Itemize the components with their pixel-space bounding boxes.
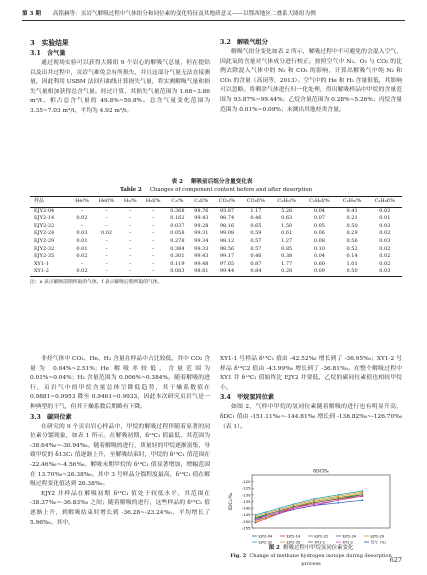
data-point	[362, 495, 364, 497]
table-cell: 0.02	[379, 253, 391, 260]
table-cell: 0.02	[100, 230, 113, 237]
table-header-cell: C₁/%	[165, 197, 189, 208]
table-cell: –	[80, 260, 84, 267]
y-tick-label: -125	[241, 485, 251, 491]
y-tick-label: -135	[241, 498, 251, 504]
table-cell: –	[151, 237, 155, 244]
data-point	[313, 503, 315, 505]
legend-label: EJY2-32	[258, 540, 273, 545]
table-header-cell: CO₂/%	[213, 197, 240, 208]
table-cell: 0.02	[76, 253, 88, 260]
section-title: 3 实验结果	[30, 39, 69, 47]
components-table	[30, 196, 402, 277]
data-point	[313, 498, 315, 500]
figure-caption	[220, 544, 402, 568]
table-caption-cn	[30, 178, 402, 186]
table-cell: –	[151, 260, 155, 267]
table-cell: –	[93, 268, 119, 276]
table-header-cell: C₃H₈/%	[337, 197, 368, 208]
table-cell: 1.77	[281, 260, 293, 267]
table-cell: –	[151, 222, 155, 229]
table-cell: 98.74	[219, 215, 235, 222]
table-cell: 99.43	[194, 215, 209, 222]
table-cell: 0.56	[346, 237, 358, 244]
table-header-row	[30, 197, 402, 208]
table-cell: 0.03	[368, 268, 402, 276]
table-cell: 0.03	[379, 222, 391, 229]
table-cell: 0.09	[302, 268, 336, 276]
paragraph-carbon-isotope-2: EJY2 井样品在解吸初期 δ¹³C₁ 值处于较低水平，其范围在 -38.37‰~-36.83‰ 之间；随着解吸的进行，这些样品的 δ¹³C₁ 值逐渐上升，到解吸结束时增长到 -36.28~-23.24‰，平均增长了 5.96‰。其中，	[30, 490, 210, 526]
table-header-cell: Hef/%	[93, 197, 119, 208]
table-cell: 0.01	[76, 245, 88, 252]
table-cell: 0.162	[170, 215, 185, 222]
data-point	[279, 507, 281, 509]
table-cell: 0.06	[313, 230, 325, 237]
table-cell: EJY2-14	[34, 215, 55, 222]
table-header-cell: C₂H₆f/%	[302, 197, 336, 208]
table-cell: 0.02	[379, 230, 391, 237]
table-cell: 0.60	[313, 260, 325, 267]
table-cell: 99.17	[219, 253, 235, 260]
table-title-en: Changes of component content before and after desorption	[149, 187, 313, 193]
paragraph-nonhydrocarbon: 非烃气体中 CO₂、He、H₂ 含量在样品中占比较低，其中 CO₂ 含量为 0.04%~2.51%；He 解吸率较低，含量范围为 0.01%~0.04%；H₂ 含量范围为 0.006%~0.384%。随着解吸的进行，页岩气中的甲烷含量总体呈降低趋势，其干燥系数值在 0.9881~0.9953 降至 0.9461~0.9933，因此本次研究页岩气是一种典型的干气，但其干燥系数后期略有下降。	[30, 356, 210, 410]
table-cell: –	[128, 230, 132, 237]
table-row	[30, 268, 402, 276]
left-column-bottom	[30, 355, 210, 528]
table-cell: 99.48	[194, 260, 209, 267]
table-cell: –	[151, 207, 155, 214]
table-cell: –	[80, 207, 84, 214]
table-row	[30, 246, 402, 254]
table-cell: –	[128, 215, 132, 222]
paragraph-xy1-isotope: XY1-1 号样品 δ¹³C₁ 值由 -42.52‰ 增长到了 -36.95‰；XY1-2 号样品 δ¹³C2 值由 -43.99‰ 增长到了 -36.81‰。在整个解吸过程中 XY1 井 δ¹³C₁ 值始终比 EJY2 井要低，乙烷的碳同位素值也相较甲烷小。	[220, 356, 402, 391]
table-cell: –	[105, 237, 108, 244]
table-cell: 0.38	[281, 253, 293, 260]
table-cell: –	[105, 245, 108, 252]
table-cell: 0.46	[250, 215, 262, 222]
data-point	[255, 519, 257, 521]
table-cell: 99.33	[194, 245, 209, 252]
table-header-cell: C₂H₆/%	[271, 197, 302, 208]
table-cell: –	[151, 245, 155, 252]
table-cell: 0.07	[313, 215, 325, 222]
legend-label: EJY2-24	[342, 534, 357, 539]
table-header-cell: H₂f/%	[141, 197, 165, 208]
subsection-title-gas-content: 3.1 含气量	[30, 50, 66, 57]
table-cell: 1.50	[281, 222, 293, 229]
table-row	[30, 238, 402, 246]
paragraph-hydrogen-isotope: 如图 2，气样中甲烷的氢同位素随着解吸的进行也有明显升高，δDC₁ 值由 -151.11‰~-144.81‰ 增长到 -138.82‰~-126.70‰（表 1）。	[220, 404, 402, 430]
left-column-top	[30, 38, 210, 117]
table-cell: 0.037	[170, 222, 185, 229]
table-cell: 0.10	[313, 245, 325, 252]
table-header-cell: 样品	[30, 197, 70, 208]
table-cell: EJY2-24	[34, 230, 55, 237]
table-cell: 1.01	[346, 260, 358, 267]
table-cell: 98.12	[219, 237, 235, 244]
table-cell: 0.87	[250, 260, 262, 267]
table-cell: –	[105, 260, 108, 267]
y-tick-label: -145	[241, 512, 251, 518]
data-point	[337, 502, 339, 504]
table-cell: 99.08	[219, 230, 235, 237]
table-header-cell: C₃H₈f/%	[368, 197, 402, 208]
table-cell: 5.26	[281, 207, 293, 214]
table-cell: 0.02	[76, 215, 88, 222]
data-point	[337, 499, 339, 501]
table-cell: 0.119	[170, 260, 185, 267]
table-cell: 0.083	[165, 268, 189, 276]
table-2	[30, 178, 402, 287]
table-cell: 93.87	[219, 207, 235, 214]
table-cell: 0.301	[170, 253, 185, 260]
table-header-cell: CO₂f/%	[241, 197, 271, 208]
table-cell: 0.01	[379, 215, 391, 222]
data-point	[362, 499, 364, 501]
table-cell: 0.41	[346, 207, 358, 214]
table-cell: 98.16	[219, 222, 235, 229]
legend-label: EJY2-29	[370, 534, 385, 539]
table-cell: 0.058	[170, 230, 185, 237]
data-point	[337, 494, 339, 496]
table-cell: 0.14	[346, 253, 358, 260]
table-cell: 98.56	[219, 245, 235, 252]
table-cell: –	[141, 268, 165, 276]
table-cell: 0.46	[250, 253, 262, 260]
table-cell: 0.28	[271, 268, 302, 276]
table-row	[30, 215, 402, 223]
figure-label-cn: 图 2	[268, 545, 280, 551]
table-cell: EJY2-32	[34, 245, 55, 252]
table-body	[30, 207, 402, 276]
table-caption-en	[30, 186, 402, 194]
y-tick-label: -120	[241, 479, 251, 485]
legend-label: EJY2-35	[286, 540, 301, 545]
table-cell: –	[151, 215, 155, 222]
y-tick-label: -150	[241, 518, 251, 524]
table-cell: –	[105, 253, 108, 260]
table-cell: 0.21	[346, 215, 358, 222]
paragraph-components: 解吸气组分变化如表 2 所示，解吸过程中不可避免的会混入空气，因此氧的含量对气体成分进行校正。按照空气中 N₂、O₂ 与 CO₂ 的比例去除混入气体中的 N₂ 和 CO₂ 的影响，计算出解吸气中纯 N₂ 和 CO₂ 的含量（高岗等，2013）。空气中的 He 和 H₂ 含量很低，其影响可以忽略。将剩余气体进行归一化处理，得出解吸样品中甲烷的含量范围为 93.87%~99.44%；乙烷含量范围为 0.28%~5.26%；丙烷含量范围为 0.01%~0.09%；未测出其他烃类含量。	[220, 49, 402, 113]
table-label-en: Table 2	[119, 187, 142, 193]
table-cell: 0.05	[313, 222, 325, 229]
table-cell: –	[80, 222, 84, 229]
table-title-cn: 解吸前后组分含量变化表	[190, 179, 253, 185]
table-cell: XY1-2	[30, 268, 70, 276]
table-cell: –	[128, 245, 132, 252]
table-row	[30, 253, 402, 261]
page-number: 627	[389, 556, 402, 564]
data-point	[293, 507, 295, 509]
table-cell: –	[151, 230, 155, 237]
table-cell: 99.43	[194, 253, 209, 260]
table-cell: EJY2-35	[34, 253, 55, 260]
table-cell: 1.27	[281, 237, 293, 244]
legend-label: EJY2-14	[286, 534, 301, 539]
table-cell: 0.278	[170, 237, 185, 244]
running-header	[22, 8, 405, 21]
table-cell: 0.08	[313, 237, 325, 244]
table-row	[30, 207, 402, 215]
figure-label-en: Fig. 2	[230, 553, 247, 559]
table-cell: –	[105, 215, 108, 222]
table-cell: 99.44	[213, 268, 240, 276]
table-cell: 0.57	[250, 237, 262, 244]
table-cell: 0.02	[379, 260, 391, 267]
table-cell: 0.50	[346, 222, 358, 229]
y-tick-label: -130	[241, 492, 251, 498]
table-cell: 0.01	[76, 237, 88, 244]
table-cell: EJY2-29	[34, 237, 55, 244]
table-cell: 0.02	[379, 207, 391, 214]
table-cell: 0.03	[379, 237, 391, 244]
subsection-title-carbon-isotope: 3.3 碳同位素	[30, 413, 72, 421]
table-cell: 0.57	[250, 245, 262, 252]
y-tick-label: -155	[241, 525, 251, 531]
chart-title: δDCH₄	[313, 469, 329, 475]
running-title: 高铭赫等：页岩气解吸过程中气体组分和同位素的变化特征及其地质意义——以鄂西地区二叠系大隆组为例	[52, 11, 316, 17]
data-point	[279, 511, 281, 513]
table-cell: –	[105, 222, 108, 229]
table-cell: –	[120, 268, 141, 276]
table-cell: 1.17	[250, 207, 262, 214]
legend-label: XY1-2	[342, 540, 354, 545]
table-cell: 0.04	[313, 207, 325, 214]
subsection-title-hydrogen-isotope: 3.4 甲烷氢同位素	[220, 394, 275, 402]
table-cell: 0.52	[346, 245, 358, 252]
table-cell: 97.05	[219, 260, 235, 267]
table-label-cn: 表 2	[171, 179, 183, 185]
paragraph-gas-content: 通过现场实验可以获得大隆组 9 个岩心的解吸气总量，但在提钻以及出井过程中，页岩气难免会有所损失，并且这部分气量无法直接测量，因此利用 USBM 法回归曲线计算损失气量，将实测解吸气量和损失气量相加获得总含气量。经过计算，其损失气量范围为 1.68~3.86 m³/t。相占总含气量的 49.8%~59.8%。总含气量变化范围为 3.35~7.03 m³/t，平均为 4.92 m³/t。	[30, 60, 210, 114]
table-row	[30, 261, 402, 269]
y-tick-label: -140	[241, 505, 251, 511]
table-cell: 0.384	[170, 245, 185, 252]
table-cell: 98.76	[194, 207, 209, 214]
table-cell: 98.81	[189, 268, 213, 276]
table-row	[30, 223, 402, 231]
table-header-cell: He/%	[70, 197, 93, 208]
table-cell: 99.34	[194, 237, 209, 244]
table-cell: 0.63	[281, 215, 293, 222]
table-cell: 0.84	[241, 268, 271, 276]
table-cell: 0.59	[250, 230, 262, 237]
table-cell: 0.02	[70, 268, 93, 276]
data-point	[293, 503, 295, 505]
legend-label: 氘气（%）	[370, 540, 389, 545]
data-point	[362, 490, 364, 492]
y-axis-label: δDC₁/‰	[228, 492, 233, 511]
figure-2-chart	[226, 466, 396, 550]
table-cell: 0.65	[250, 222, 262, 229]
table-header-cell: H₂/%	[120, 197, 141, 208]
table-cell: –	[128, 253, 132, 260]
table-cell: XY1-1	[34, 260, 49, 267]
table-cell: 0.03	[76, 230, 88, 237]
table-cell: 0.85	[281, 245, 293, 252]
table-cell: 0.29	[346, 230, 358, 237]
table-cell: EJY2-04	[34, 207, 55, 214]
table-note: 注：a 表示解吸前期所取的气体，f 表示解吸后期所取的气体。	[30, 279, 163, 285]
journal-issue: 第 3 期	[22, 11, 41, 17]
table-cell: 0.04	[313, 253, 325, 260]
data-point	[265, 511, 267, 513]
table-cell: EJY2-22	[34, 222, 55, 229]
table-row	[30, 230, 402, 238]
table-cell: –	[128, 207, 132, 214]
table-cell: 0.61	[281, 230, 293, 237]
right-column-top	[220, 38, 402, 115]
paragraph-carbon-isotope-1: 在研究的 9 个页岩岩心样品中，甲烷的解吸过程伴随着显著的同位素分馏现象，如表 1 所示。在解吸初期，δ¹³C₁ 值最低，其范围为 -38.64‰~-30.94‰。随着解吸的进行，质量轻的甲烷逐渐富集，导致甲烷的 δ13C₁ 值逐渐上升，至解吸结束时，甲烷的 δ¹³C₁ 值范围在 -22.46‰~-4.56‰。解吸末期甲烷的 δ¹³C₁ 值显著增加，增幅范围在 13.70‰~26.38‰。其中 3 号样品分馏程度最高，δ¹³C₁ 值在解吸过程变化值达到 26.38‰。	[30, 423, 210, 488]
table-cell: –	[128, 222, 132, 229]
table-cell: –	[105, 207, 108, 214]
table-cell: –	[128, 260, 132, 267]
figure-title-cn: 解吸过程中甲烷氢同位素变化	[283, 545, 354, 551]
table-cell: –	[151, 253, 155, 260]
subsection-title-components: 3.2 解吸气组分	[220, 39, 268, 46]
legend-label: EJY2-04	[258, 534, 273, 539]
data-point	[255, 514, 257, 516]
right-column-bottom	[220, 355, 402, 432]
figure-title-en: Change of methane hydrogen isotope during desorption process	[249, 553, 392, 567]
table-header-cell: C₁f/%	[189, 197, 213, 208]
table-cell: 0.50	[337, 268, 368, 276]
legend-label: XY1-1	[314, 540, 326, 545]
table-cell: 0.02	[379, 245, 391, 252]
legend-label: EJY2-22	[314, 534, 329, 539]
table-cell: 99.31	[194, 230, 209, 237]
table-cell: –	[128, 237, 132, 244]
table-cell: 99.28	[194, 222, 209, 229]
data-point	[265, 515, 267, 517]
table-cell: 0.368	[170, 207, 185, 214]
